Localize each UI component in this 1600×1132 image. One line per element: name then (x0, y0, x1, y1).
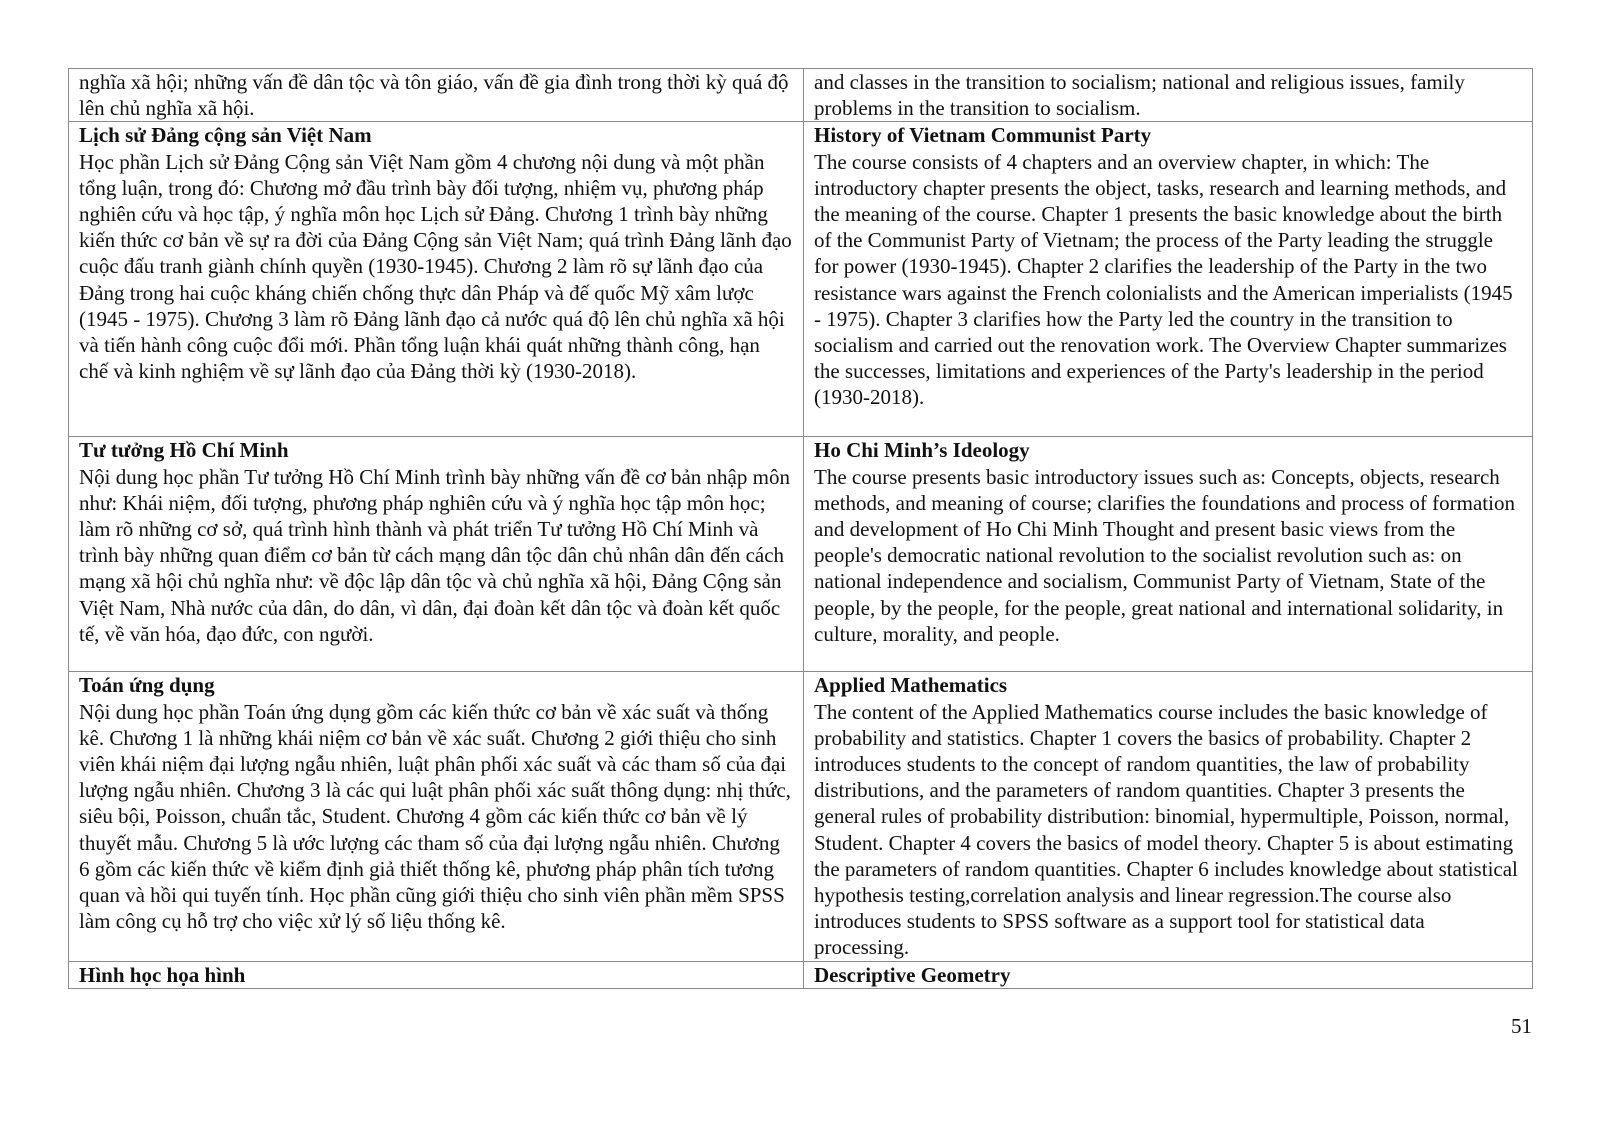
en-course-title: Descriptive Geometry (814, 962, 1011, 987)
vi-description: Nội dung học phần Toán ứng dụng gồm các kiến thức cơ bản về xác suất và thống kê. Chương 1 là những khái niệm cơ bản về xác suất. Chương 2 giới thiệu cho sinh viên khái niệm đại lượng ngẫu nhiên, luật phân phối xác suất và các tham số của đại lượng ngẫu nhiên. Chương 3 là các qui luật phân phối xác suất thông dụng: nhị thức, siêu bội, Poisson, chuẩn tắc, Student. Chương 4 gồm các kiến thức cơ bản về lý thuyết mẫu. Chương 5 là ước lượng các tham số của đại lượng ngẫu nhiên. Chương 6 gồm các kiến thức về kiểm định giả thiết thống kê, phương pháp phân tích tương quan và hồi qui tuyến tính. Học phần cũng giới thiệu cho sinh viên phần mềm SPSS làm công cụ hỗ trợ cho việc xử lý số liệu thống kê. (79, 699, 791, 934)
course-description-table (68, 68, 1533, 989)
table-row (69, 961, 1533, 988)
table-row (69, 672, 1533, 961)
table-row (69, 437, 1533, 672)
en-cell (804, 961, 1533, 988)
en-cell (804, 122, 1533, 437)
en-cell (804, 672, 1533, 961)
vi-cell (69, 961, 804, 988)
en-course-title: Ho Chi Minh’s Ideology (814, 438, 1030, 463)
en-course-title: History of Vietnam Communist Party (814, 123, 1152, 148)
vi-course-title: Lịch sử Đảng cộng sản Việt Nam (79, 123, 372, 148)
vi-description: Nội dung học phần Tư tưởng Hồ Chí Minh trình bày những vấn đề cơ bản nhập môn như: Khái niệm, đối tượng, phương pháp nghiên cứu và ý nghĩa học tập môn học; làm rõ những cơ sở, quá trình hình thành và phát triển Tư tưởng Hồ Chí Minh và trình bày những quan điểm cơ bản từ cách mạng dân tộc dân chủ nhân dân đến cách mạng xã hội chủ nghĩa như: về độc lập dân tộc và chủ nghĩa xã hội, Đảng Cộng sản Việt Nam, Nhà nước của dân, do dân, vì dân, đại đoàn kết dân tộc và đoàn kết quốc tế, về văn hóa, đạo đức, con người. (79, 464, 790, 646)
en-cell (804, 69, 1533, 122)
en-description: The course presents basic introductory issues such as: Concepts, objects, research methods, and meaning of course; clarifies the foundations and process of formation and development of Ho Chi Minh Thought and present basic views from the people's democratic national revolution to the socialist revolution such as: on national independence and socialism, Communist Party of Vietnam, State of the people, by the people, for the people, great national and international solidarity, in culture, morality, and people. (814, 464, 1515, 646)
table-row (69, 69, 1533, 122)
en-cell (804, 437, 1533, 672)
vi-cell (69, 672, 804, 961)
vi-course-title: Tư tưởng Hồ Chí Minh (79, 438, 289, 463)
en-course-title: Applied Mathematics (814, 673, 1008, 698)
en-description: The content of the Applied Mathematics course includes the basic knowledge of probability and statistics. Chapter 1 covers the basics of probability. Chapter 2 introduces students to the concept of random quantities, the law of probability distributions, and the parameters of random quantities. Chapter 3 presents the general rules of probability distribution: binomial, hypermultiple, Poisson, normal, Student. Chapter 4 covers the basics of model theory. Chapter 5 is about estimating the parameters of random quantities. Chapter 6 includes knowledge about statistical hypothesis testing,correlation analysis and linear regression.The course also introduces students to SPSS software as a support tool for statistical data processing. (814, 699, 1518, 960)
vi-cell (69, 69, 804, 122)
page-number: 51 (1511, 1014, 1532, 1038)
vi-description: Học phần Lịch sử Đảng Cộng sản Việt Nam gồm 4 chương nội dung và một phần tổng luận, trong đó: Chương mở đầu trình bày đối tượng, nhiệm vụ, phương pháp nghiên cứu và học tập, ý nghĩa môn học Lịch sử Đảng. Chương 1 trình bày những kiến thức cơ bản về sự ra đời của Đảng Cộng sản Việt Nam; quá trình Đảng lãnh đạo cuộc đấu tranh giành chính quyền (1930-1945). Chương 2 làm rõ sự lãnh đạo của Đảng trong hai cuộc kháng chiến chống thực dân Pháp và đế quốc Mỹ xâm lược (1945 - 1975). Chương 3 làm rõ Đảng lãnh đạo cả nước quá độ lên chủ nghĩa xã hội và tiến hành công cuộc đổi mới. Phần tổng luận khái quát những thành công, hạn chế và kinh nghiệm về sự lãnh đạo của Đảng thời kỳ (1930-2018). (79, 149, 792, 384)
en-description: and classes in the transition to socialism; national and religious issues, family problems in the transition to socialism. (814, 70, 1465, 121)
vi-course-title: Hình học họa hình (79, 962, 246, 987)
table-row (69, 122, 1533, 437)
vi-cell (69, 437, 804, 672)
en-description: The course consists of 4 chapters and an overview chapter, in which: The introductory chapter presents the object, tasks, research and learning methods, and the meaning of the course. Chapter 1 presents the basic knowledge about the birth of the Communist Party of Vietnam; the process of the Party leading the struggle for power (1930-1945). Chapter 2 clarifies the leadership of the Party in the two resistance wars against the French colonialists and the American imperialists (1945 - 1975). Chapter 3 clarifies how the Party led the country in the transition to socialism and carried out the renovation work. The Overview Chapter summarizes the successes, limitations and experiences of the Party's leadership in the period (1930-2018). (814, 149, 1513, 410)
vi-cell (69, 122, 804, 437)
vi-description: nghĩa xã hội; những vấn đề dân tộc và tôn giáo, vấn đề gia đình trong thời kỳ quá độ lên chủ nghĩa xã hội. (79, 70, 789, 121)
vi-course-title: Toán ứng dụng (79, 673, 215, 698)
